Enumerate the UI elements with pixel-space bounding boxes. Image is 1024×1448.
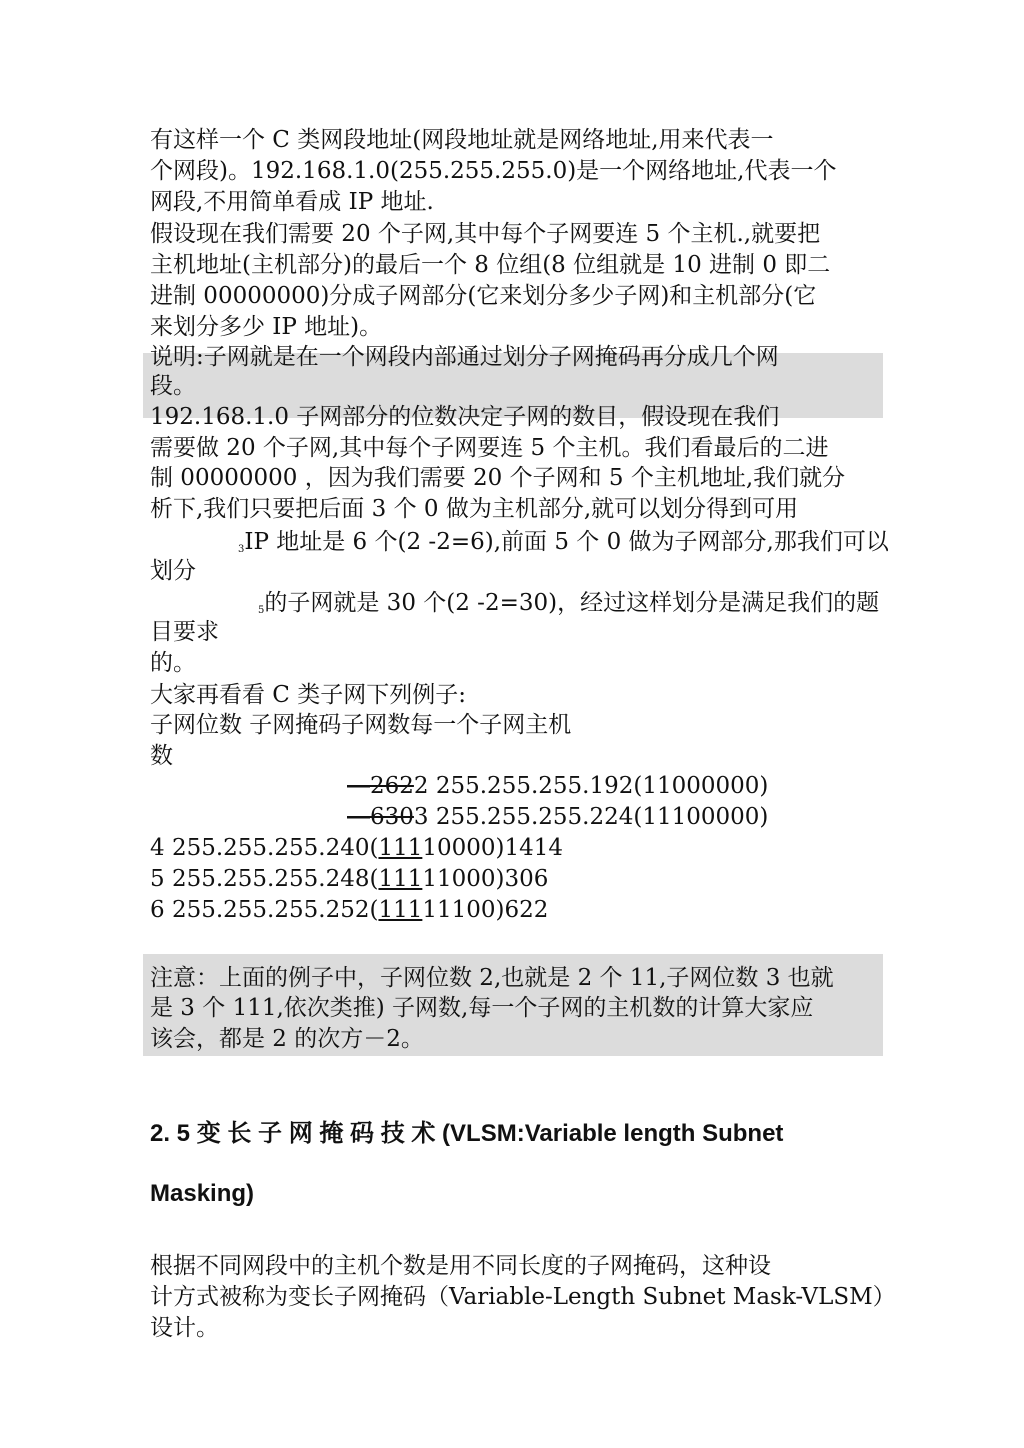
row-text: 11100)622 <box>422 897 549 923</box>
row-text: 11000)306 <box>422 866 549 892</box>
para-line: 划分 <box>150 558 196 584</box>
table-row <box>150 895 548 925</box>
row-text: 4 255.255.255.240( <box>150 835 379 861</box>
table-row <box>150 833 563 863</box>
para-line: 设计。 <box>150 1315 219 1341</box>
struck-text: ―630 <box>347 804 414 830</box>
intro-line: 来划分多少 IP 地址)。 <box>150 314 383 340</box>
section-heading: Masking) <box>150 1180 255 1207</box>
underlined-text: 111 <box>378 897 423 923</box>
intro-line: 主机地址(主机部分)的最后一个 8 位组(8 位组就是 10 进制 0 即二 <box>150 252 831 278</box>
para-line: 制 00000000 ，因为我们需要 20 个子网和 5 个主机地址,我们就分 <box>150 465 846 491</box>
para-line: 析下,我们只要把后面 3 个 0 做为主机部分,就可以划分得到可用 <box>150 496 799 522</box>
intro-line: 假设现在我们需要 20 个子网,其中每个子网要连 5 个主机.,就要把 <box>150 221 821 247</box>
para-line: 目要求 <box>150 619 219 645</box>
note-line: 该会，都是 2 的次方－2。 <box>150 1026 424 1052</box>
table-row <box>150 864 548 894</box>
para-line: 需要做 20 个子网,其中每个子网要连 5 个主机。我们看最后的二进 <box>150 435 829 461</box>
row-text: 5 255.255.255.248( <box>150 866 379 892</box>
row-text: 6 255.255.255.252( <box>150 897 379 923</box>
para-line: 计方式被称为变长子网掩码（Variable-Length Subnet Mask-VLSM） <box>150 1284 896 1310</box>
intro-line: 网段,不用简单看成 IP 地址. <box>150 189 434 215</box>
para-line <box>258 588 879 618</box>
note-line: 是 3 个 111,依次类推) 子网数,每一个子网的主机数的计算大家应 <box>150 995 814 1021</box>
underlined-text: 111 <box>378 866 423 892</box>
para-line <box>238 527 889 557</box>
superscript: 5 <box>258 605 265 616</box>
row-text: 3 255.255.255.224(11100000) <box>413 804 769 830</box>
para-line: 根据不同网段中的主机个数是用不同长度的子网掩码，这种设 <box>150 1253 771 1279</box>
table-intro: 大家再看看 C 类子网下列例子: <box>150 682 466 708</box>
table-row <box>347 802 768 832</box>
para-line: 192.168.1.0 子网部分的位数决定子网的数目，假设现在我们 <box>150 404 780 430</box>
note-line: 注意：上面的例子中，子网位数 2,也就是 2 个 11,子网位数 3 也就 <box>150 965 834 991</box>
row-text: 2 255.255.255.192(11000000) <box>413 773 769 799</box>
note-line: 说明:子网就是在一个网段内部通过划分子网掩码再分成几个网 <box>150 344 779 370</box>
intro-line: 个网段)。192.168.1.0(255.255.255.0)是一个网络地址,代表一个 <box>150 158 837 184</box>
superscript: 3 <box>238 544 245 555</box>
table-header: 数 <box>150 743 173 769</box>
struck-text: ―262 <box>347 773 414 799</box>
para-line: 的。 <box>150 650 196 676</box>
intro-line: 进制 00000000)分成子网部分(它来划分多少子网)和主机部分(它 <box>150 283 817 309</box>
table-header: 子网位数 子网掩码子网数每一个子网主机 <box>150 712 572 738</box>
para-text: IP 地址是 6 个(2 -2=6),前面 5 个 0 做为子网部分,那我们可以 <box>244 529 889 555</box>
para-text: 的子网就是 30 个(2 -2=30)，经过这样划分是满足我们的题 <box>264 590 880 616</box>
note-line: 段。 <box>150 373 196 399</box>
underlined-text: 111 <box>378 835 423 861</box>
section-heading: 2. 5 变 长 子 网 掩 码 技 术 (VLSM:Variable length Subnet <box>150 1120 784 1147</box>
table-row <box>347 771 768 801</box>
intro-line: 有这样一个 C 类网段地址(网段地址就是网络地址,用来代表一 <box>150 127 774 153</box>
row-text: 10000)1414 <box>422 835 564 861</box>
